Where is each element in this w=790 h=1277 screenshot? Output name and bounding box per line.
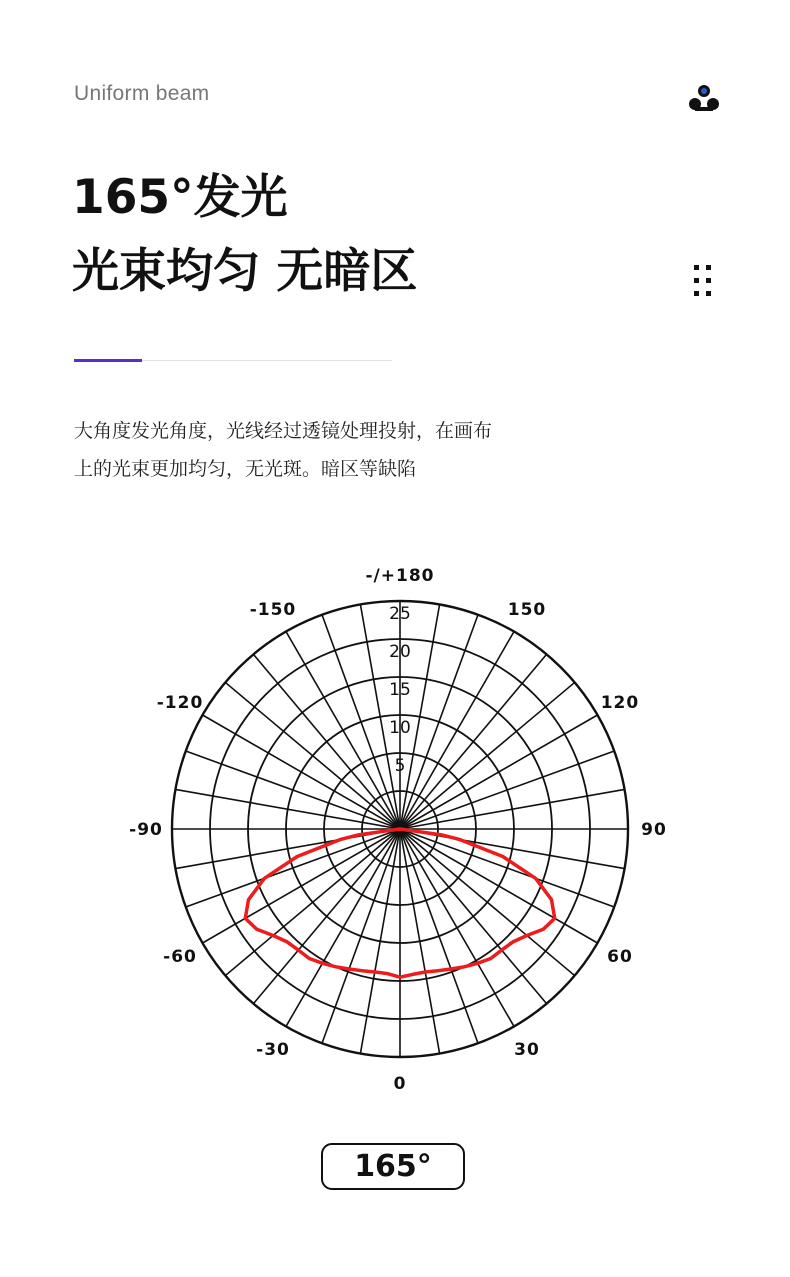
radial-tick-label: 20 — [389, 642, 411, 662]
angle-label: -/+180 — [365, 566, 435, 586]
beam-angle-badge: 165° — [321, 1143, 465, 1190]
radial-tick-label: 5 — [394, 756, 406, 776]
headline-line-1: 165°发光 — [72, 170, 288, 225]
divider-accent — [74, 359, 142, 362]
angle-label: -60 — [163, 947, 197, 967]
angle-label: 0 — [393, 1074, 407, 1094]
description — [74, 412, 594, 488]
description-line-1: 大角度发光角度，光线经过透镜处理投射，在画布 — [74, 420, 493, 442]
angle-label: 30 — [514, 1039, 540, 1060]
angle-label: -150 — [249, 600, 297, 621]
headline-line-2: 光束均匀 无暗区 — [72, 244, 418, 299]
subtitle: Uniform beam — [74, 82, 210, 105]
radial-tick-label: 10 — [389, 718, 411, 738]
angle-label: 120 — [600, 693, 640, 713]
angle-label: -30 — [256, 1039, 290, 1060]
description-line-2: 上的光束更加均匀，无光斑。暗区等缺陷 — [74, 458, 417, 480]
radial-tick-label: 15 — [389, 680, 411, 700]
radial-tick-label: 25 — [389, 604, 411, 624]
angle-label: 60 — [607, 947, 633, 967]
polar-light-distribution-chart — [100, 565, 700, 1095]
angle-label: -90 — [129, 820, 163, 840]
angle-label: 150 — [507, 600, 547, 621]
three-dots-logo-icon — [688, 84, 720, 114]
six-dots-icon — [690, 263, 716, 299]
angle-label: -120 — [156, 693, 204, 713]
angle-label: 90 — [641, 820, 667, 840]
